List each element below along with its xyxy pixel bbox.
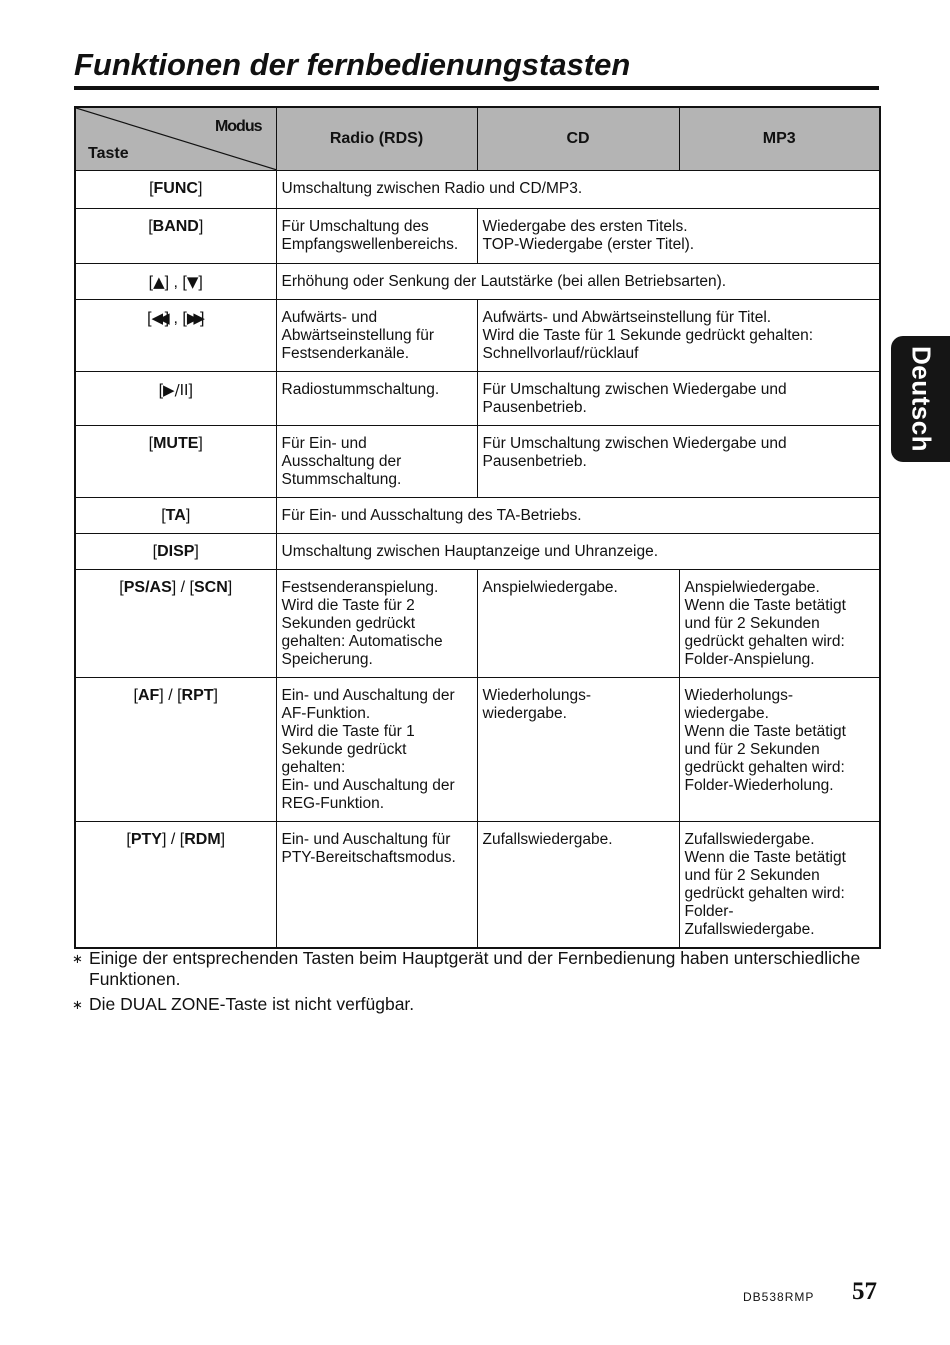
model-number: DB538RMP: [743, 1290, 815, 1304]
table-cell: Wiederholungs- wiedergabe.: [477, 678, 679, 822]
table-row: [75, 822, 880, 949]
key-play-pause: [▶/II]: [75, 372, 276, 426]
rewind-icon: ◀◀: [151, 309, 165, 327]
table-cell: Für Umschaltung des Empfangswellenbereichs.: [276, 209, 477, 264]
table-cell: Umschaltung zwischen Radio und CD/MP3.: [276, 171, 880, 209]
table-cell: Radiostummschaltung.: [276, 372, 477, 426]
key-volume: [▲] , [▼]: [75, 264, 276, 300]
footnote-text: Einige der entsprechenden Tasten beim Hauptgerät und der Fernbedienung haben unterschiedliche Funktionen.: [89, 948, 861, 989]
header-taste: Taste: [88, 145, 129, 162]
key-pty-rdm: [PTY] / [RDM]: [75, 822, 276, 949]
play-pause-icon: ▶/II: [163, 381, 189, 399]
table-row: [75, 498, 880, 534]
header-diagonal-cell: [75, 107, 276, 171]
table-cell: Anspielwiedergabe.: [477, 570, 679, 678]
table-header-row: [75, 107, 880, 171]
table-row: [75, 534, 880, 570]
column-header-radio: Radio (RDS): [276, 107, 477, 171]
up-arrow-icon: ▲: [153, 273, 165, 291]
key-mute: [MUTE]: [75, 426, 276, 498]
table-cell: Für Ein- und Ausschaltung des TA-Betriebs.: [276, 498, 880, 534]
footnote-marker: ∗: [72, 997, 83, 1012]
table-cell: Festsenderanspielung. Wird die Taste für 2 Sekunden gedrückt gehalten: Automatische Speicherung.: [276, 570, 477, 678]
table-row: [75, 171, 880, 209]
footnote-text: Die DUAL ZONE-Taste ist nicht verfügbar.: [89, 994, 415, 1014]
table-cell: Ein- und Auschaltung der AF-Funktion. Wird die Taste für 1 Sekunde gedrückt gehalten: Ein- und Auschaltung der REG-Funktion.: [276, 678, 477, 822]
table-row: [75, 300, 880, 372]
table-cell: Erhöhung oder Senkung der Lautstärke (bei allen Betriebsarten).: [276, 264, 880, 300]
table-cell: Anspielwiedergabe. Wenn die Taste betätigt und für 2 Sekunden gedrückt gehalten wird: Folder-Anspielung.: [679, 570, 880, 678]
key-ta: [TA]: [75, 498, 276, 534]
key-track: [◀◀] , [▶▶]: [75, 300, 276, 372]
table-cell: Für Umschaltung zwischen Wiedergabe und Pausenbetrieb.: [477, 426, 880, 498]
footnote: [72, 994, 882, 1016]
column-header-cd: CD: [477, 107, 679, 171]
page-title: Funktionen der fernbedienungstasten: [74, 46, 879, 90]
table-row: [75, 209, 880, 264]
footnote-marker: ∗: [72, 951, 83, 966]
table-cell: Für Ein- und Ausschaltung der Stummschaltung.: [276, 426, 477, 498]
table-cell: Zufallswiedergabe. Wenn die Taste betätigt und für 2 Sekunden gedrückt gehalten wird: Folder- Zufallswiedergabe.: [679, 822, 880, 949]
table-cell: Umschaltung zwischen Hauptanzeige und Uhranzeige.: [276, 534, 880, 570]
language-tab: [891, 336, 950, 462]
fast-forward-icon: ▶▶: [186, 309, 200, 327]
key-band: [BAND]: [75, 209, 276, 264]
key-af-rpt: [AF] / [RPT]: [75, 678, 276, 822]
table-row: [75, 426, 880, 498]
table-row: [75, 570, 880, 678]
table-row: [75, 372, 880, 426]
column-header-mp3: MP3: [679, 107, 880, 171]
key-disp: [DISP]: [75, 534, 276, 570]
table-cell: Ein- und Auschaltung für PTY-Bereitschaftsmodus.: [276, 822, 477, 949]
key-func: [FUNC]: [75, 171, 276, 209]
table-row: [75, 678, 880, 822]
table-cell: Für Umschaltung zwischen Wiedergabe und Pausenbetrieb.: [477, 372, 880, 426]
page-number: 57: [852, 1278, 877, 1305]
key-ps-as-scn: [PS/AS] / [SCN]: [75, 570, 276, 678]
down-arrow-icon: ▼: [186, 273, 199, 291]
table-cell: Wiedergabe des ersten Titels. TOP-Wiedergabe (erster Titel).: [477, 209, 880, 264]
table-cell: Aufwärts- und Abwärtseinstellung für Titel. Wird die Taste für 1 Sekunde gedrückt gehalten: Schnellvorlauf/rücklauf: [477, 300, 880, 372]
table-cell: Aufwärts- und Abwärtseinstellung für Festsenderkanäle.: [276, 300, 477, 372]
language-tab-label: Deutsch: [906, 345, 936, 453]
table-cell: Wiederholungs- wiedergabe. Wenn die Taste betätigt und für 2 Sekunden gedrückt gehalten wird: Folder-Wiederholung.: [679, 678, 880, 822]
table-row: [75, 264, 880, 300]
footnote: [72, 948, 882, 990]
header-modus: Modus: [214, 118, 262, 135]
table-cell: Zufallswiedergabe.: [477, 822, 679, 949]
function-table: [74, 106, 881, 949]
